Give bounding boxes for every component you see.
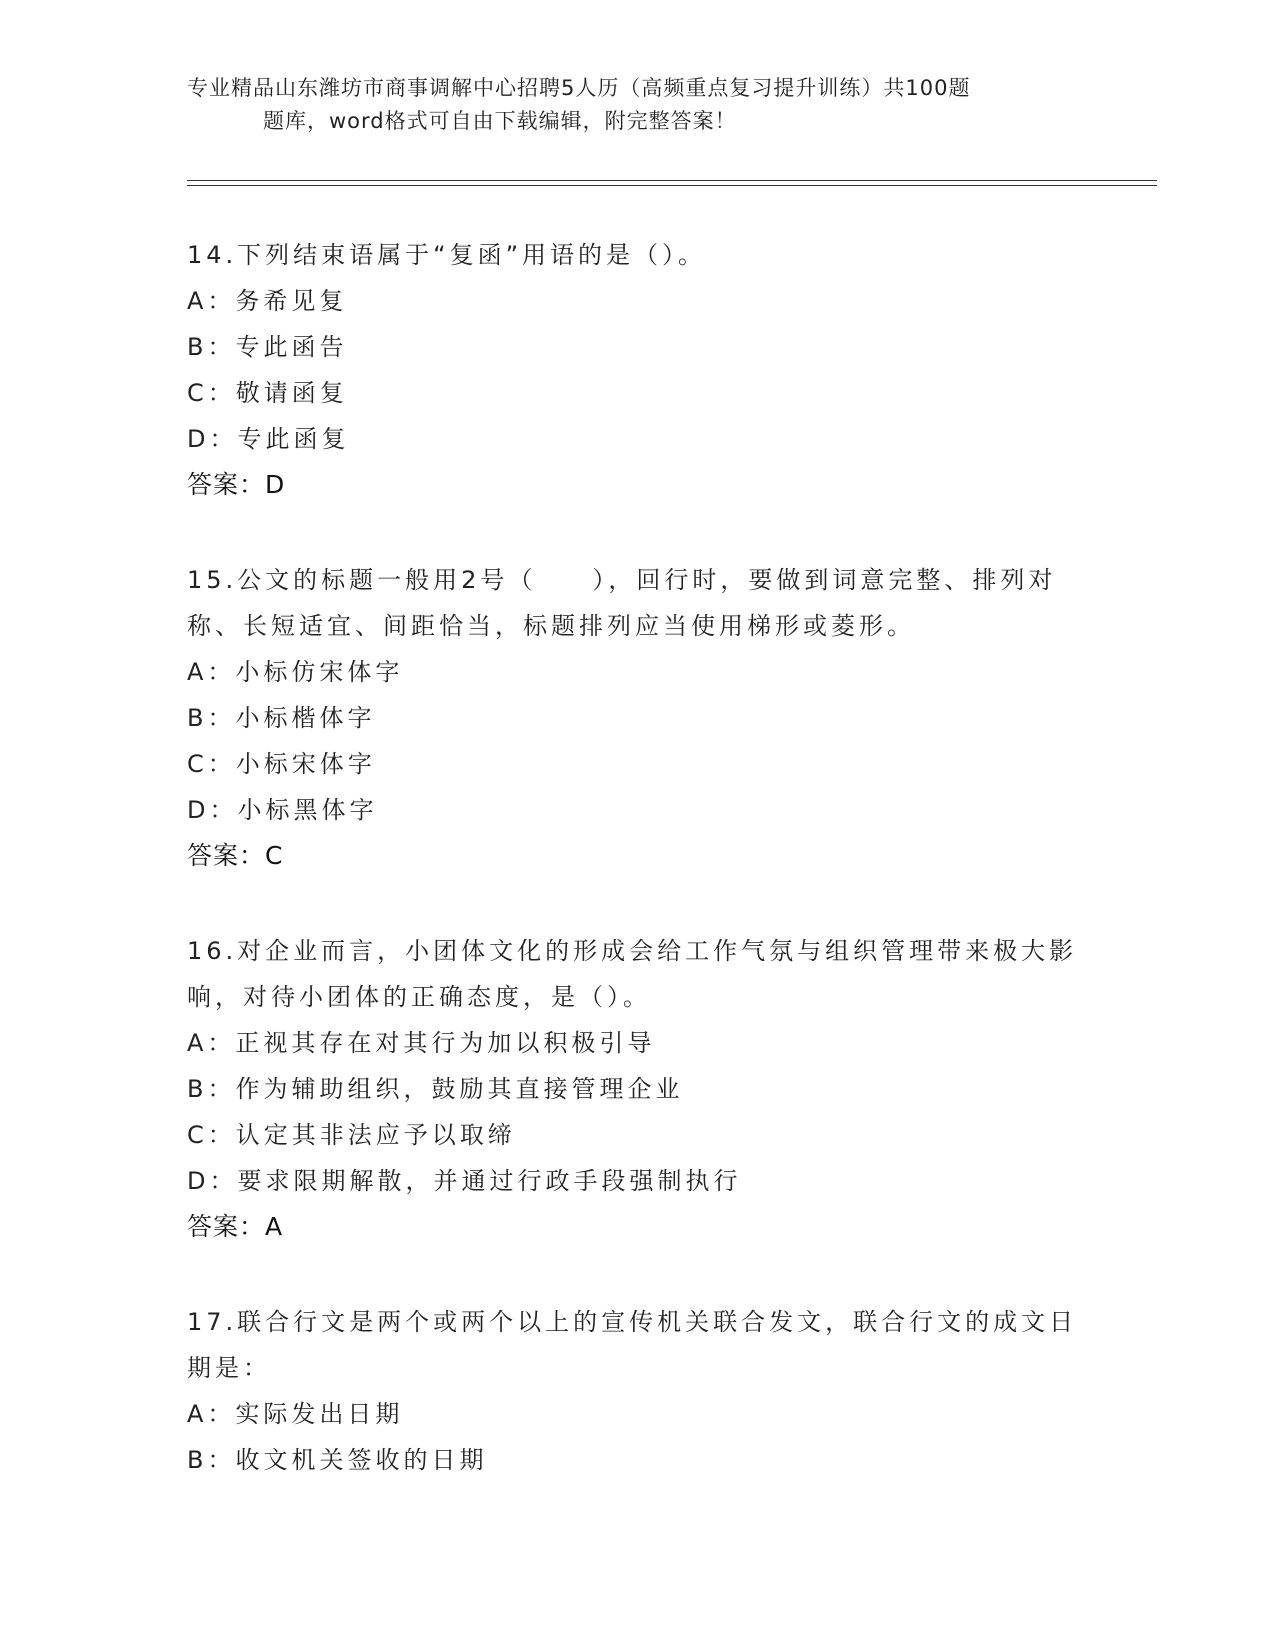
option-a: A：务希见复 bbox=[187, 287, 348, 315]
question-item bbox=[187, 557, 1087, 879]
option-a: A：正视其存在对其行为加以积极引导 bbox=[187, 1029, 656, 1057]
question-text: 17.联合行文是两个或两个以上的宣传机关联合发文，联合行文的成文日期是： bbox=[187, 1308, 1078, 1382]
option-c: C：小标宋体字 bbox=[187, 750, 376, 778]
option-d: D：小标黑体字 bbox=[187, 796, 378, 824]
question-item bbox=[187, 928, 1087, 1250]
question-item bbox=[187, 232, 1087, 508]
header-divider-bottom bbox=[187, 185, 1157, 186]
option-d: D：要求限期解散，并通过行政手段强制执行 bbox=[187, 1167, 742, 1195]
option-b: B：收文机关签收的日期 bbox=[187, 1446, 488, 1474]
title-line-1: 专业精品山东潍坊市商事调解中心招聘5人历（高频重点复习提升训练）共100题 bbox=[187, 76, 971, 100]
option-c: C：认定其非法应予以取缔 bbox=[187, 1121, 516, 1149]
question-text: 16.对企业而言，小团体文化的形成会给工作气氛与组织管理带来极大影响，对待小团体的正确态度，是（）。 bbox=[187, 937, 1078, 1011]
question-item bbox=[187, 1299, 1087, 1483]
question-text: 14.下列结束语属于“复函”用语的是（）。 bbox=[187, 241, 707, 269]
header-divider-top bbox=[187, 180, 1157, 181]
option-a: A：实际发出日期 bbox=[187, 1400, 404, 1428]
option-b: B：作为辅助组织，鼓励其直接管理企业 bbox=[187, 1075, 684, 1103]
option-a: A：小标仿宋体字 bbox=[187, 658, 404, 686]
answer-text: 答案：A bbox=[187, 1212, 284, 1241]
title-line-2: 题库，word格式可自由下载编辑，附完整答案！ bbox=[263, 109, 737, 133]
answer-text: 答案：D bbox=[187, 470, 286, 499]
option-c: C：敬请函复 bbox=[187, 379, 348, 407]
option-d: D：专此函复 bbox=[187, 425, 350, 453]
document-title bbox=[187, 72, 1087, 138]
option-b: B：专此函告 bbox=[187, 333, 348, 361]
question-text: 15.公文的标题一般用2号（ ），回行时，要做到词意完整、排列对称、长短适宜、间距恰当，标题排列应当使用梯形或菱形。 bbox=[187, 566, 1057, 640]
question-list bbox=[187, 232, 1087, 1532]
answer-text: 答案：C bbox=[187, 841, 284, 870]
option-b: B：小标楷体字 bbox=[187, 704, 376, 732]
